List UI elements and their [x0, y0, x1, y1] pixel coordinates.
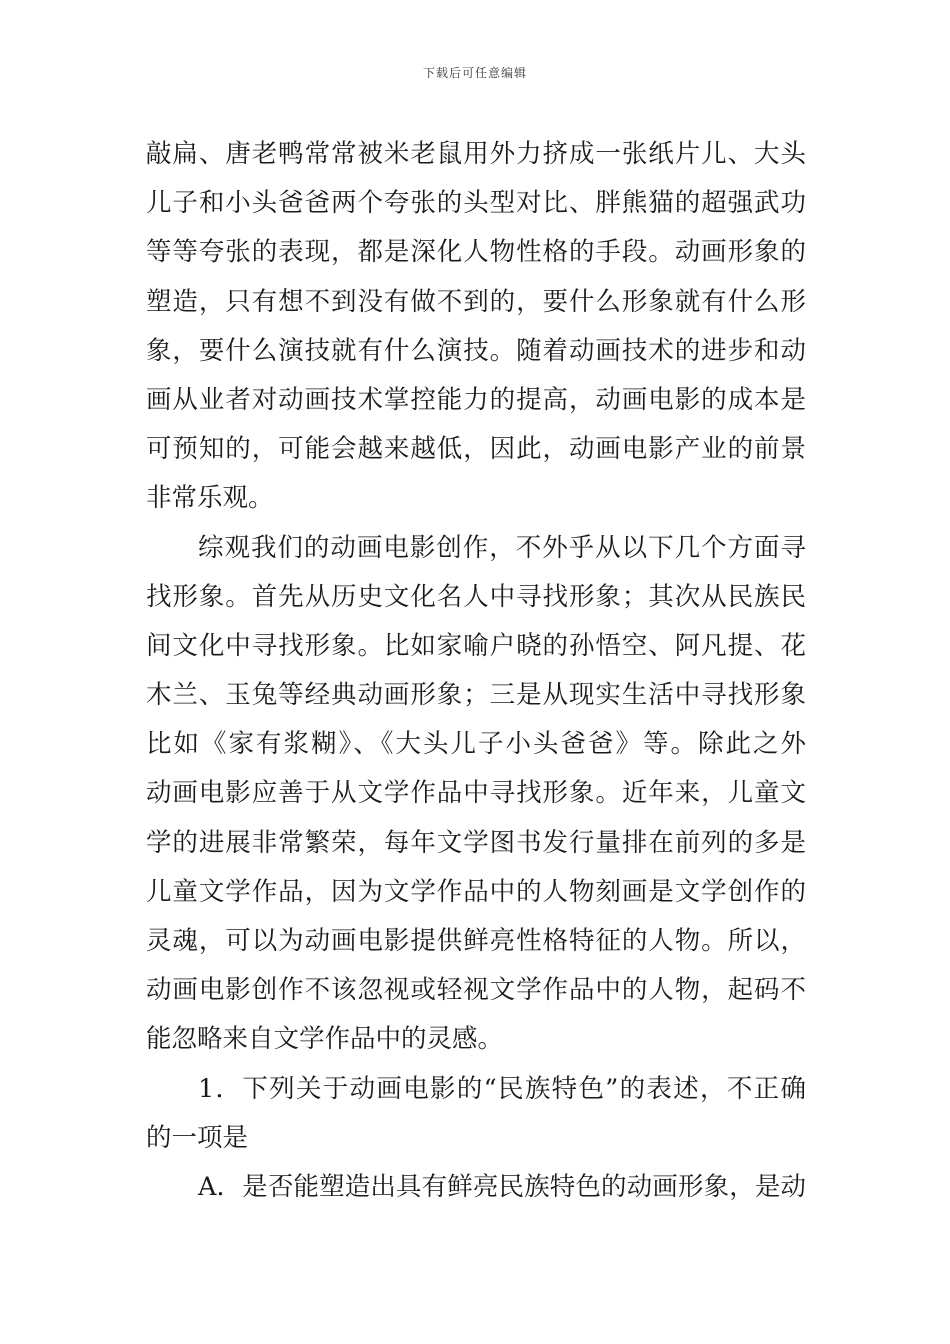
text-line: 动画电影创作不该忽视或轻视文学作品中的人物，起码不 — [146, 975, 806, 1006]
text-line: 非常乐观。 — [146, 483, 274, 514]
text-line: 象，要什么演技就有什么演技。随着动画技术的进步和动 — [146, 335, 806, 366]
text-line: A．是否能塑造出具有鲜亮民族特色的动画形象，是动 — [198, 1171, 806, 1202]
text-line: 间文化中寻找形象。比如家喻户晓的孙悟空、阿凡提、花 — [146, 630, 806, 661]
text-line: 的一项是 — [146, 1122, 249, 1153]
text-line: 比如《家有浆糊》、《大头儿子小头爸爸》等。除此之外 — [146, 729, 806, 760]
text-line: 画从业者对动画技术掌控能力的提高，动画电影的成本是 — [146, 384, 806, 415]
text-line: 能忽略来自文学作品中的灵感。 — [146, 1024, 504, 1055]
document-body — [146, 130, 806, 1212]
text-line: 学的进展非常繁荣，每年文学图书发行量排在前列的多是 — [146, 827, 806, 858]
page-header-note: 下载后可任意编辑 — [422, 66, 527, 80]
text-line: 木兰、玉兔等经典动画形象；三是从现实生活中寻找形象 — [146, 680, 806, 711]
text-line: 敲扁、唐老鸭常常被米老鼠用外力挤成一张纸片儿、大头 — [146, 139, 806, 169]
text-line: 灵魂，可以为动画电影提供鲜亮性格特征的人物。所以， — [146, 926, 806, 956]
text-line: 儿子和小头爸爸两个夸张的头型对比、胖熊猫的超强武功 — [146, 188, 806, 219]
text-line: 等等夸张的表现，都是深化人物性格的手段。动画形象的 — [146, 237, 806, 268]
text-line: 综观我们的动画电影创作，不外乎从以下几个方面寻 — [198, 532, 806, 563]
text-line: 可预知的，可能会越来越低，因此，动画电影产业的前景 — [146, 434, 806, 465]
text-line: 1．下列关于动画电影的“民族特色”的表述，不正确 — [198, 1073, 806, 1104]
text-line: 找形象。首先从历史文化名人中寻找形象；其次从民族民 — [146, 581, 806, 612]
text-line: 动画电影应善于从文学作品中寻找形象。近年来，儿童文 — [146, 778, 806, 809]
text-line: 儿童文学作品，因为文学作品中的人物刻画是文学创作的 — [146, 876, 806, 907]
text-line: 塑造，只有想不到没有做不到的，要什么形象就有什么形 — [146, 286, 806, 317]
